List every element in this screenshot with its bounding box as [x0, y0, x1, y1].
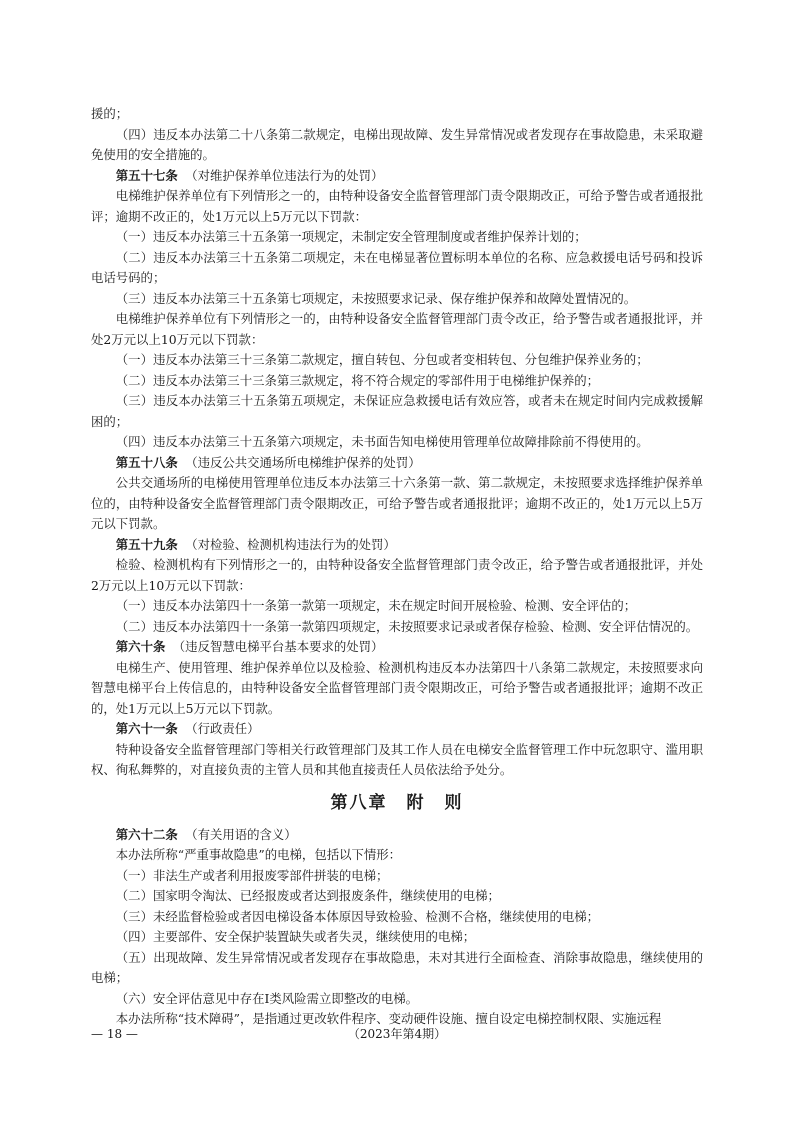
- article-title: （对检验、检测机构违法行为的处罚）: [185, 536, 396, 552]
- paragraph: 本办法所称“严重事故隐患”的电梯，包括以下情形：: [115, 847, 402, 862]
- article-heading: [91, 637, 703, 658]
- paragraph: （三）违反本办法第三十五条第五项规定，未保证应急救援电话有效应答，或者未在规定时间内完成救援解困的；: [91, 393, 703, 429]
- issue-label: （2023年第4期）: [347, 1027, 447, 1041]
- paragraph: 援的；: [91, 106, 129, 121]
- paragraph: （三）违反本办法第三十五条第七项规定，未按照要求记录、保存维护保养和故障处置情况的。: [115, 290, 637, 306]
- article-heading: [91, 535, 703, 556]
- article-title: （违反公共交通场所电梯维护保养的处罚）: [185, 454, 421, 470]
- article-title: （有关用语的含义）: [185, 826, 297, 842]
- paragraph: （二）违反本办法第三十五条第二项规定，未在电梯显著位置标明本单位的名称、应急救援电话号码和投诉电话号码的；: [91, 249, 703, 285]
- paragraph: 电梯维护保养单位有下列情形之一的，由特种设备安全监督管理部门责令改正，给予警告或者通报批评，并处2万元以上10万元以下罚款：: [91, 311, 703, 347]
- paragraph: 电梯维护保养单位有下列情形之一的，由特种设备安全监督管理部门责令限期改正，可给予警告或者通报批评；逾期不改正的，处1万元以上5万元以下罚款：: [91, 188, 703, 224]
- page-footer: [91, 1024, 703, 1044]
- paragraph: （二）国家明令淘汰、已经报废或者达到报废条件，继续使用的电梯；: [115, 888, 500, 903]
- article-title: （违反智慧电梯平台基本要求的处罚）: [172, 639, 384, 654]
- article-heading: [91, 825, 703, 846]
- document-body: [91, 104, 703, 1030]
- chapter-heading: 第八章 附 则: [330, 792, 464, 813]
- paragraph: （一）违反本办法第三十三条第二款规定，擅自转包、分包或者变相转包、分包维护保养业务的；: [115, 352, 649, 367]
- paragraph: 电梯生产、使用管理、维护保养单位以及检验、检测机构违反本办法第四十八条第二款规定，未按照要求向智慧电梯平台上传信息的，由特种设备安全监督管理部门责令限期改正，可给予警告或者通报批评；逾期不改正的，处1万元以上5万元以下罚款。: [91, 659, 703, 716]
- paragraph: （五）出现故障、发生异常情况或者发现存在事故隐患，未对其进行全面检查、消除事故隐患，继续使用的电梯；: [91, 949, 703, 985]
- article-number: 第五十九条: [115, 536, 178, 552]
- article-number: 第六十条: [115, 639, 166, 654]
- article-number: 第五十八条: [115, 454, 178, 470]
- article-heading: [91, 453, 703, 474]
- article-heading: [91, 166, 703, 187]
- paragraph: 本办法所称“技术障碍”，是指通过更改软件程序、变动硬件设施、擅自设定电梯控制权限、实施远程: [115, 1011, 662, 1026]
- article-number: 第六十二条: [115, 826, 178, 842]
- paragraph: （一）违反本办法第三十五条第一项规定，未制定安全管理制度或者维护保养计划的；: [115, 229, 587, 244]
- paragraph: （六）安全评估意见中存在Ⅰ类风险需立即整改的电梯。: [115, 990, 419, 1006]
- paragraph: （三）未经监督检验或者因电梯设备本体原因导致检验、检测不合格，继续使用的电梯；: [115, 908, 600, 924]
- article-heading: [91, 719, 703, 740]
- paragraph: 公共交通场所的电梯使用管理单位违反本办法第三十六条第一款、第二款规定，未按照要求选择维护保养单位的，由特种设备安全监督管理部门责令限期改正，可给予警告或者通报批评；逾期不改正的，处1万元以上5万元以下罚款。: [91, 475, 703, 531]
- article-title: （对维护保养单位违法行为的处罚）: [185, 167, 384, 183]
- paragraph: （四）违反本办法第二十八条第二款规定，电梯出现故障、发生异常情况或者发现存在事故隐患，未采取避免使用的安全措施的。: [91, 126, 703, 162]
- paragraph: （二）违反本办法第四十一条第一款第四项规定，未按照要求记录或者保存检验、检测、安全评估情况的。: [115, 618, 699, 634]
- paragraph: （四）主要部件、安全保护装置缺失或者失灵，继续使用的电梯；: [115, 929, 476, 944]
- paragraph: 特种设备安全监督管理部门等相关行政管理部门及其工作人员在电梯安全监督管理工作中玩忽职守、滥用职权、徇私舞弊的，对直接负责的主管人员和其他直接责任人员依法给予处分。: [91, 741, 703, 777]
- page-number: — 18 —: [91, 1027, 138, 1041]
- article-number: 第六十一条: [115, 721, 178, 736]
- article-title: （行政责任）: [185, 721, 260, 736]
- paragraph: （二）违反本办法第三十三条第三款规定，将不符合规定的零部件用于电梯维护保养的；: [115, 372, 600, 388]
- paragraph: （一）非法生产或者利用报废零部件拼装的电梯；: [115, 867, 389, 883]
- paragraph: （一）违反本办法第四十一条第一款第一项规定，未在规定时间开展检验、检测、安全评估的；: [115, 598, 637, 613]
- paragraph: 检验、检测机构有下列情形之一的，由特种设备安全监督管理部门责令改正，给予警告或者通报批评，并处2万元以上10万元以下罚款：: [91, 557, 703, 593]
- paragraph: （四）违反本办法第三十五条第六项规定，未书面告知电梯使用管理单位故障排除前不得使用的。: [115, 434, 649, 449]
- article-number: 第五十七条: [115, 167, 178, 183]
